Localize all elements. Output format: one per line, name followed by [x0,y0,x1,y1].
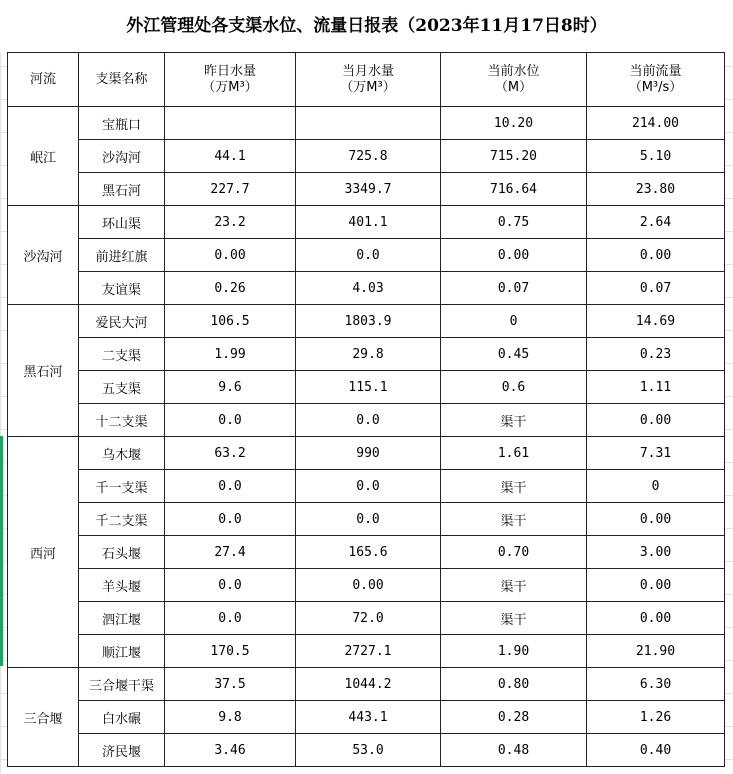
table-row [8,437,725,470]
cell-month[interactable]: 1044.2 [296,668,441,701]
table-row [8,140,725,173]
cell-yesterday[interactable]: 106.5 [165,305,296,338]
cell-branch[interactable]: 济民堰 [79,734,165,767]
cell-month[interactable]: 53.0 [296,734,441,767]
cell-river[interactable]: 西河 [8,437,79,668]
cell-flow[interactable]: 5.10 [587,140,725,173]
cell-branch[interactable]: 千二支渠 [79,503,165,536]
cell-yesterday[interactable]: 227.7 [165,173,296,206]
table-row [8,470,725,503]
cell-month[interactable]: 401.1 [296,206,441,239]
cell-yesterday[interactable]: 0.26 [165,272,296,305]
cell-branch[interactable]: 千一支渠 [79,470,165,503]
cell-yesterday[interactable]: 44.1 [165,140,296,173]
cell-level[interactable]: 0.6 [441,371,587,404]
cell-branch[interactable]: 前进红旗 [79,239,165,272]
table-row [8,371,725,404]
cell-branch[interactable]: 环山渠 [79,206,165,239]
cell-month[interactable] [296,107,441,140]
header-level[interactable]: 当前水位 （M） [441,53,587,107]
cell-branch[interactable]: 羊头堰 [79,569,165,602]
cell-yesterday[interactable]: 37.5 [165,668,296,701]
cell-level[interactable]: 0.28 [441,701,587,734]
table-row [8,206,725,239]
cell-flow[interactable]: 23.80 [587,173,725,206]
cell-level[interactable]: 0.70 [441,536,587,569]
cell-yesterday[interactable]: 0.0 [165,470,296,503]
cell-month[interactable]: 0.0 [296,404,441,437]
cell-branch[interactable]: 爱民大河 [79,305,165,338]
table-row [8,536,725,569]
cell-flow[interactable]: 0.00 [587,602,725,635]
cell-month[interactable]: 0.0 [296,239,441,272]
cell-flow[interactable]: 3.00 [587,536,725,569]
cell-month[interactable]: 72.0 [296,602,441,635]
cell-level[interactable]: 0.48 [441,734,587,767]
table-row [8,272,725,305]
table-row [8,569,725,602]
row-selection-marker [0,436,3,666]
header-river[interactable]: 河流 [8,53,79,107]
header-flow[interactable]: 当前流量 （M³/s） [587,53,725,107]
cell-level[interactable]: 渠干 [441,602,587,635]
cell-level[interactable]: 0.80 [441,668,587,701]
cell-level[interactable]: 渠干 [441,503,587,536]
cell-river[interactable]: 沙沟河 [8,206,79,305]
cell-month[interactable]: 0.0 [296,503,441,536]
cell-branch[interactable]: 三合堰干渠 [79,668,165,701]
cell-yesterday[interactable]: 9.8 [165,701,296,734]
cell-branch[interactable]: 二支渠 [79,338,165,371]
cell-yesterday[interactable]: 23.2 [165,206,296,239]
cell-flow[interactable]: 0.07 [587,272,725,305]
cell-month[interactable]: 29.8 [296,338,441,371]
cell-yesterday[interactable]: 63.2 [165,437,296,470]
cell-month[interactable]: 990 [296,437,441,470]
cell-level[interactable]: 1.90 [441,635,587,668]
cell-flow[interactable]: 2.64 [587,206,725,239]
cell-branch[interactable]: 白水碾 [79,701,165,734]
cell-flow[interactable]: 0.40 [587,734,725,767]
cell-level[interactable]: 0.45 [441,338,587,371]
cell-month[interactable]: 0.00 [296,569,441,602]
cell-yesterday[interactable]: 170.5 [165,635,296,668]
table-row [8,503,725,536]
cell-flow[interactable]: 21.90 [587,635,725,668]
cell-branch[interactable]: 顺江堰 [79,635,165,668]
cell-branch[interactable]: 友谊渠 [79,272,165,305]
cell-flow[interactable]: 0.23 [587,338,725,371]
cell-yesterday[interactable]: 9.6 [165,371,296,404]
cell-flow[interactable]: 0.00 [587,503,725,536]
table-row [8,734,725,767]
cell-flow[interactable]: 0.00 [587,569,725,602]
cell-yesterday[interactable]: 27.4 [165,536,296,569]
cell-month[interactable]: 4.03 [296,272,441,305]
cell-branch[interactable]: 泗江堰 [79,602,165,635]
cell-level[interactable]: 0.07 [441,272,587,305]
cell-level[interactable]: 716.64 [441,173,587,206]
report-table [7,52,725,767]
cell-branch[interactable]: 十二支渠 [79,404,165,437]
cell-level[interactable]: 渠干 [441,470,587,503]
cell-yesterday[interactable]: 0.0 [165,404,296,437]
table-body [8,107,725,767]
cell-flow[interactable]: 214.00 [587,107,725,140]
cell-yesterday[interactable]: 1.99 [165,338,296,371]
table-row [8,305,725,338]
cell-river[interactable]: 黑石河 [8,305,79,437]
cell-level[interactable]: 10.20 [441,107,587,140]
cell-flow[interactable]: 0.00 [587,404,725,437]
report-title[interactable]: 外江管理处各支渠水位、流量日报表（2023年11月17日8时） [0,0,733,52]
cell-level[interactable]: 0.00 [441,239,587,272]
cell-flow[interactable]: 1.26 [587,701,725,734]
cell-branch[interactable]: 宝瓶口 [79,107,165,140]
cell-month[interactable]: 3349.7 [296,173,441,206]
cell-river[interactable]: 三合堰 [8,668,79,767]
header-branch[interactable]: 支渠名称 [79,53,165,107]
cell-branch[interactable]: 五支渠 [79,371,165,404]
header-month[interactable]: 当月水量 （万M³） [296,53,441,107]
cell-level[interactable]: 渠干 [441,404,587,437]
table-row [8,635,725,668]
cell-month[interactable]: 165.6 [296,536,441,569]
table-row [8,701,725,734]
cell-yesterday[interactable]: 0.0 [165,569,296,602]
cell-yesterday[interactable]: 0.0 [165,602,296,635]
cell-flow[interactable]: 0.00 [587,239,725,272]
cell-level[interactable]: 0.75 [441,206,587,239]
cell-level[interactable]: 715.20 [441,140,587,173]
cell-month[interactable]: 2727.1 [296,635,441,668]
table-row [8,668,725,701]
cell-yesterday[interactable]: 0.00 [165,239,296,272]
cell-river[interactable]: 岷江 [8,107,79,206]
cell-month[interactable]: 115.1 [296,371,441,404]
cell-month[interactable]: 0.0 [296,470,441,503]
cell-branch[interactable]: 黑石河 [79,173,165,206]
cell-flow[interactable]: 14.69 [587,305,725,338]
cell-level[interactable]: 渠干 [441,569,587,602]
cell-month[interactable]: 1803.9 [296,305,441,338]
cell-month[interactable]: 725.8 [296,140,441,173]
cell-branch[interactable]: 石头堰 [79,536,165,569]
cell-yesterday[interactable]: 3.46 [165,734,296,767]
cell-level[interactable]: 0 [441,305,587,338]
cell-flow[interactable]: 6.30 [587,668,725,701]
cell-flow[interactable]: 0 [587,470,725,503]
table-row [8,404,725,437]
cell-month[interactable]: 443.1 [296,701,441,734]
cell-flow[interactable]: 7.31 [587,437,725,470]
table-row [8,239,725,272]
cell-yesterday[interactable]: 0.0 [165,503,296,536]
cell-yesterday[interactable] [165,107,296,140]
table-row [8,602,725,635]
table-row [8,173,725,206]
cell-branch[interactable]: 乌木堰 [79,437,165,470]
cell-branch[interactable]: 沙沟河 [79,140,165,173]
cell-flow[interactable]: 1.11 [587,371,725,404]
table-row [8,338,725,371]
header-yesterday[interactable]: 昨日水量 （万M³） [165,53,296,107]
table-row [8,107,725,140]
header-row [8,53,725,107]
cell-level[interactable]: 1.61 [441,437,587,470]
